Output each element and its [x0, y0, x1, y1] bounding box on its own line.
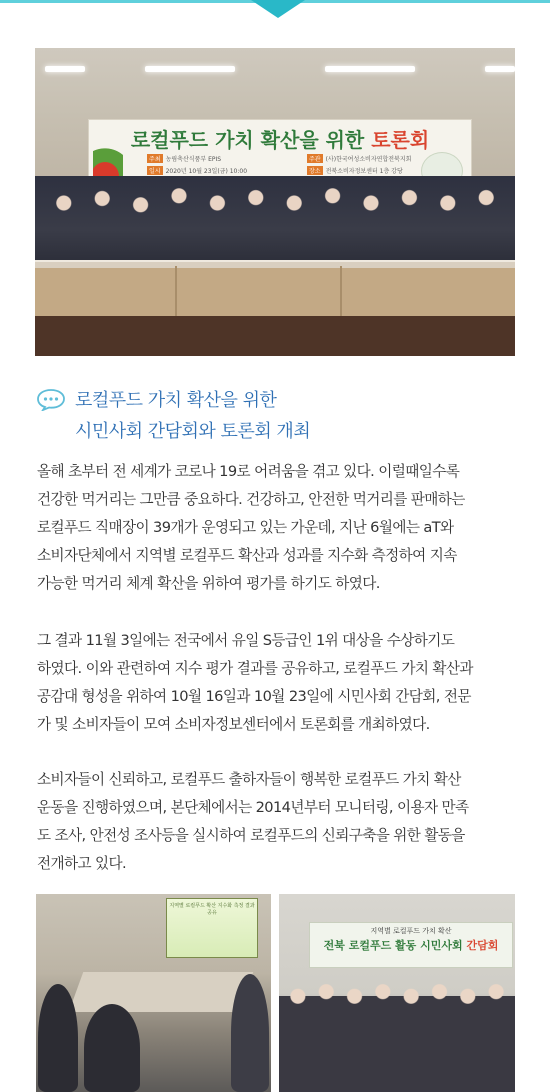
desk-divider — [340, 266, 342, 316]
ceiling-light — [145, 66, 235, 72]
meeting-photo — [36, 894, 271, 1092]
main-event-photo — [35, 48, 515, 356]
paragraph-line: 소비자단체에서 지역별 로컬푸드 확산과 성과를 지수화 측정하여 지속 — [37, 547, 457, 564]
ceiling-light — [325, 66, 415, 72]
paragraph-line: 전개하고 있다. — [37, 855, 127, 872]
heading-line-2: 시민사회 간담회와 토론회 개최 — [75, 421, 311, 442]
paragraph-line: 가 및 소비자들이 모여 소비자정보센터에서 토론회를 개최하였다. — [37, 716, 430, 733]
paragraph-line: 하였다. 이와 관련하여 지수 평가 결과를 공유하고, 로컬푸드 가치 확산과 — [37, 660, 473, 677]
banner-title: 로컬푸드 가치 확산을 위한 토론회 — [130, 128, 430, 152]
paragraph-line: 소비자들이 신뢰하고, 로컬푸드 출하자들이 행복한 로컬푸드 가치 확산 — [37, 771, 461, 788]
paragraph-line: 운동을 진행하였으며, 본단체에서는 2014년부터 모니터링, 이용자 만족 — [37, 799, 469, 816]
paragraph-line: 올해 초부터 전 세계가 코로나 19로 어려움을 겪고 있다. 이럴때일수록 — [37, 463, 460, 480]
ceiling-light — [45, 66, 85, 72]
paragraph-line: 공감대 형성을 위하여 10월 16일과 10월 23일에 시민사회 간담회, 전문 — [37, 688, 471, 705]
paragraph-line: 로컬푸드 직매장이 39개가 운영되고 있는 가운데, 지난 6월에는 aT와 — [37, 519, 454, 536]
front-desk — [35, 260, 515, 318]
meeting-banner: 지역별 로컬푸드 가치 확산 전북 로컬푸드 활동 시민사회 간담회 — [309, 922, 513, 968]
paragraph-line: 건강한 먹거리는 그만큼 중요하다. 건강하고, 안전한 먹거리를 판매하는 — [37, 491, 465, 508]
paragraph-line: 도 조사, 안전성 조사등을 실시하여 로컬푸드의 신뢰구축을 위한 활동을 — [37, 827, 465, 844]
participants-group — [35, 176, 515, 266]
desk-divider — [175, 266, 177, 316]
ceiling-light — [485, 66, 515, 72]
paragraph-2 — [37, 627, 515, 739]
group-photo — [279, 894, 515, 1092]
heading-line-1: 로컬푸드 가치 확산을 위한 — [75, 390, 277, 411]
top-arrow-icon — [251, 0, 305, 18]
paragraph-line: 가능한 먹거리 체계 확산을 위하여 평가를 하기도 하였다. — [37, 575, 380, 592]
paragraph-1 — [37, 458, 515, 598]
speech-bubble-icon — [37, 389, 65, 411]
banner-row: 주최 농림축산식품부 EPIS — [149, 156, 222, 163]
paragraph-line: 그 결과 11월 3일에는 전국에서 유일 S등급인 1위 대상을 수상하기도 — [37, 632, 455, 649]
floor — [35, 316, 515, 356]
projection-screen: 지역별 로컬푸드 확산 지수화 측정 결과 공유 — [166, 898, 258, 958]
participants-group — [279, 978, 515, 1092]
banner-row: 일시 2020년 10월 23일(금) 10:00 — [149, 168, 248, 175]
meeting-table — [69, 972, 254, 1012]
attendee — [84, 1004, 140, 1092]
attendee — [38, 984, 78, 1092]
banner-row: 장소 전북소비자정보센터 1층 강당 — [309, 168, 403, 175]
paragraph-3 — [37, 766, 515, 878]
attendee — [231, 974, 269, 1092]
banner-row: 주관 (사)한국여성소비자연합전북지회 — [309, 156, 412, 163]
